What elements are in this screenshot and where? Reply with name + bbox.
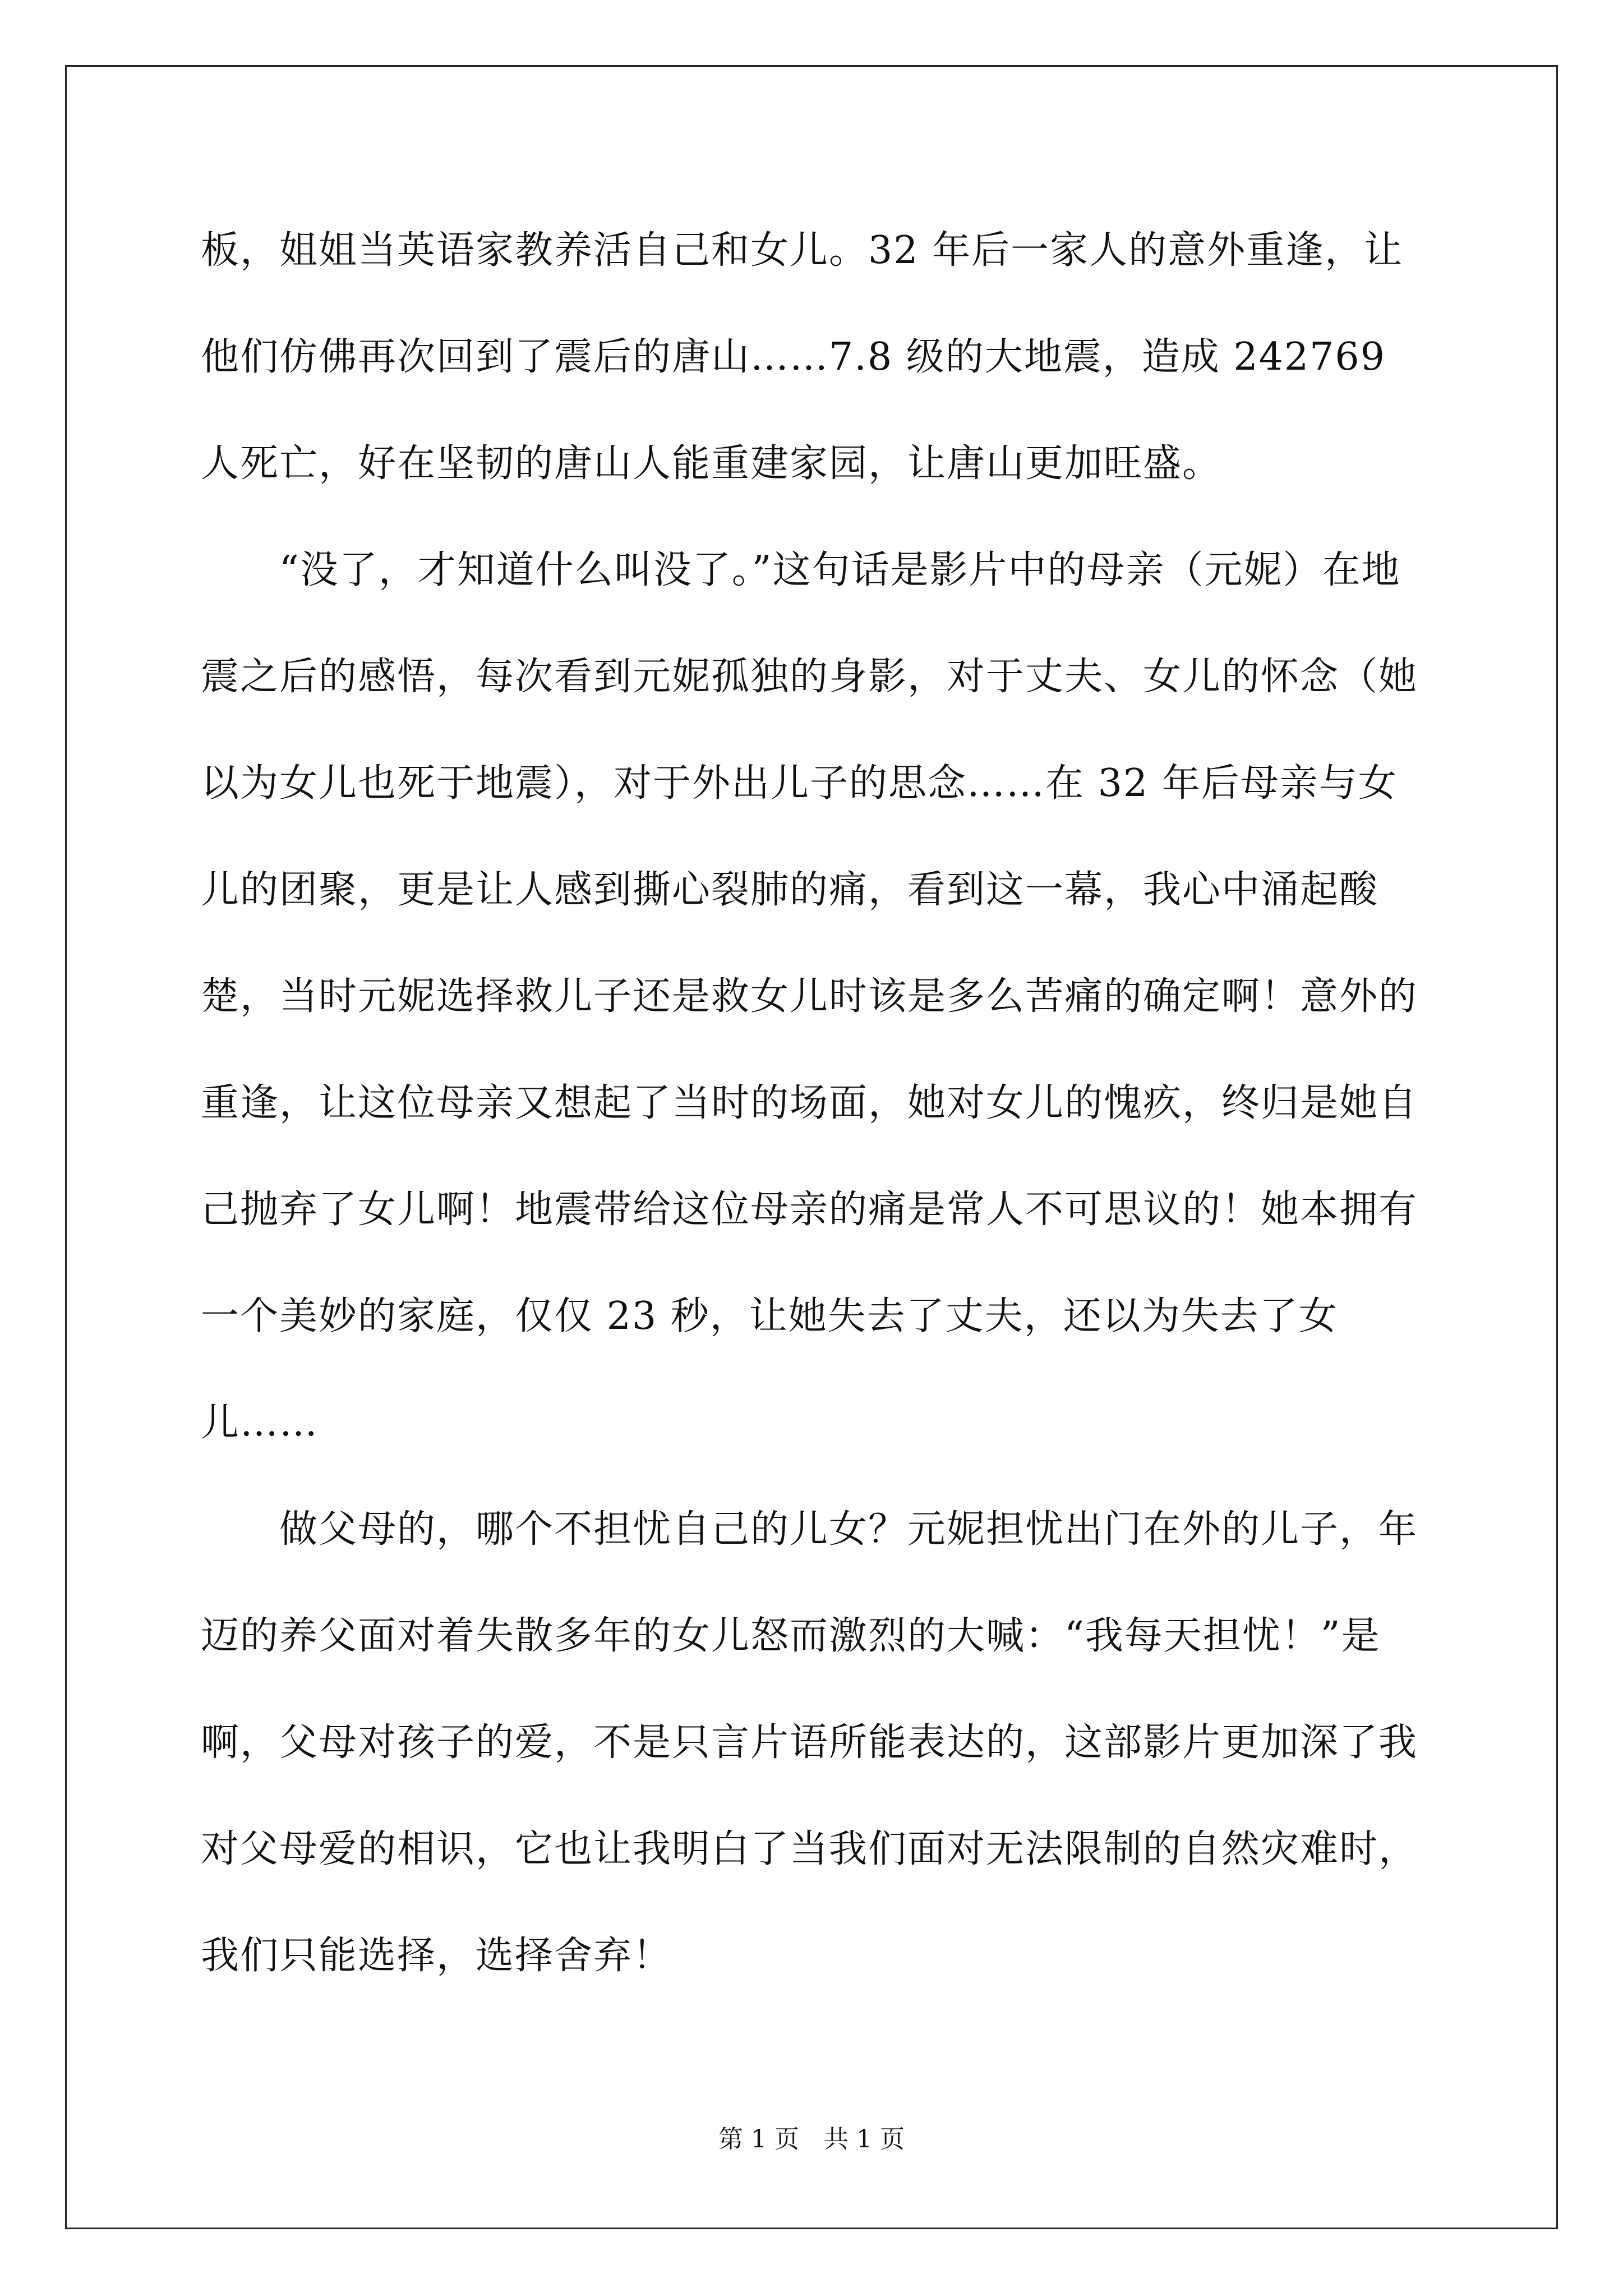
paragraph-1: 板，姐姐当英语家教养活自己和女儿。32 年后一家人的意外重逢，让他们仿佛再次回到了震后的唐山……7.8 级的大地震，造成 242769 人死亡，好在坚韧的唐山人能重建家园，让唐山更加旺盛。 — [201, 228, 1404, 486]
document-body — [201, 197, 1435, 2009]
paragraph-2: “没了，才知道什么叫没了。”这句话是影片中的母亲（元妮）在地震之后的感悟，每次看到元妮孤独的身影，对于丈夫、女儿的怀念（她以为女儿也死于地震），对于外出儿子的思念……在 32 年后母亲与女儿的团聚，更是让人感到撕心裂肺的痛，看到这一幕，我心中涌起酸楚，当时元妮选择救儿子还是救女儿时该是多么苦痛的确定啊！意外的重逢，让这位母亲又想起了当时的场面，她对女儿的愧疚，终归是她自己抛弃了女儿啊！地震带给这位母亲的痛是常人不可思议的！她本拥有一个美妙的家庭，仅仅 23 秒，让她失去了丈夫，还以为失去了女儿…… — [201, 548, 1418, 1445]
paragraph-3: 做父母的，哪个不担忧自己的儿女？元妮担忧出门在外的儿子，年迈的养父面对着失散多年的女儿怒而激烈的大喊：“我每天担忧！”是啊，父母对孩子的爱，不是只言片语所能表达的，这部影片更加深了我对父母爱的相识，它也让我明白了当我们面对无法限制的自然灾难时，我们只能选择，选择舍弃！ — [201, 1507, 1418, 1978]
page-footer: 第 1 页 共 1 页 — [718, 2125, 905, 2154]
